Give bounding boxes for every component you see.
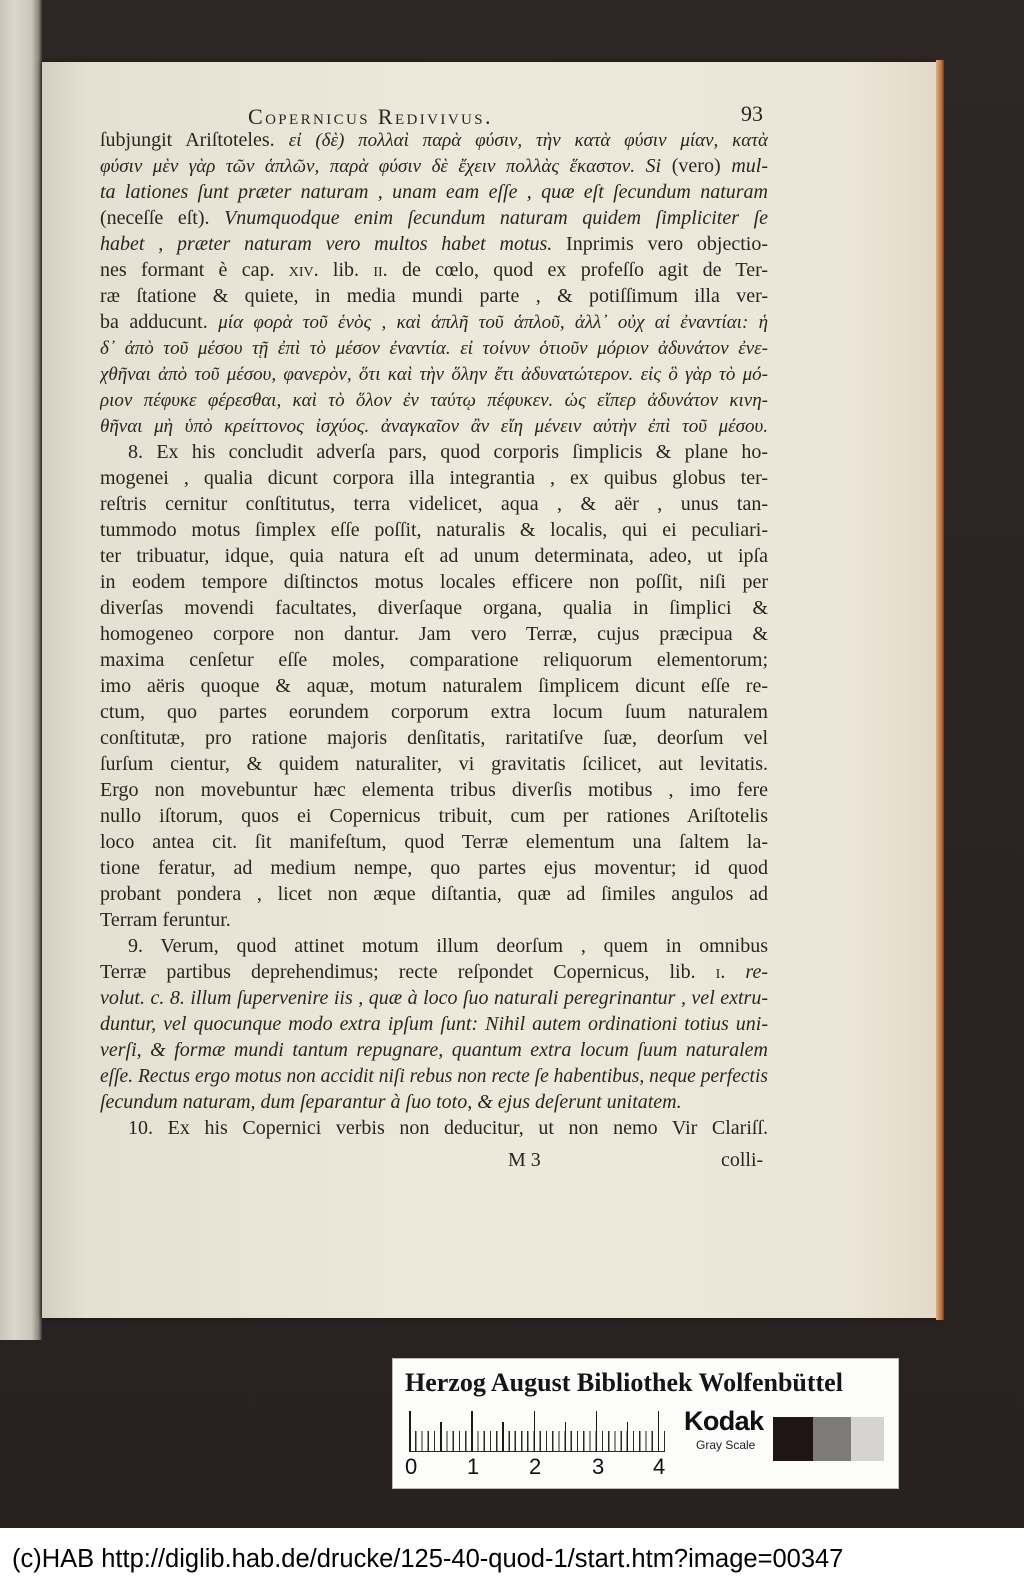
greek-text: χθῆναι ἀπὸ τοῦ μέσου, φανερὸν, ὅτι καὶ τὴν ὅλην ἔτι ἀδυνατώτερον. εἰς ὃ γὰρ τὸ μό-	[100, 364, 768, 385]
text-line	[100, 1063, 768, 1089]
ruler-major-tick	[596, 1411, 598, 1451]
ruler-number: 1	[467, 1454, 480, 1479]
small-caps-numeral: ii	[373, 259, 383, 281]
latin-text: (vero)	[671, 155, 721, 177]
line-content	[100, 881, 768, 907]
latin-text: probant pondera , licet non æque diſtantia, quæ ad ſimiles angulos ad	[100, 883, 768, 905]
line-content	[128, 439, 768, 465]
latin-text: .	[720, 961, 746, 983]
text-line	[100, 543, 768, 569]
italic-text: volut. c. 8. illum ſupervenire iis , quæ à loco ſuo naturali peregrinantur , vel extru-	[100, 987, 768, 1009]
line-content	[100, 205, 768, 231]
line-content	[100, 621, 768, 647]
greek-text: ριον πέφυκε φέρεσθαι, καὶ τὸ ὅλον ἐν ταύτῳ πέφυκεν. ὡς εἴπερ ἀδυνάτον κινη-	[100, 390, 768, 411]
line-content	[100, 491, 768, 517]
ruler-number: 4	[653, 1454, 666, 1479]
copyright-line	[12, 1543, 1016, 1575]
greek-text: θῆναι μὴ ὑπὸ κρείττονος ἰσχύος. ἀναγκαῖον ἂν εἴη μένειν αὐτὴν ἐπὶ τοῦ μέσου.	[100, 416, 768, 437]
italic-text: mul-	[720, 155, 768, 177]
latin-text: Ergo non movebuntur hæc elementa tribus diverſis motibus , imo fere	[100, 779, 768, 801]
page-number: 93	[741, 101, 763, 126]
line-content	[100, 413, 768, 439]
ruler-major-tick	[534, 1411, 536, 1451]
line-content	[100, 257, 768, 283]
latin-text: ba adducunt.	[100, 311, 219, 333]
text-line	[100, 855, 768, 881]
line-content	[100, 647, 768, 673]
latin-text: 8. Ex his concludit adverſa pars, quod corporis ſimplicis & plane ho-	[128, 441, 768, 463]
gray-patch-mid	[813, 1417, 851, 1461]
line-content	[128, 933, 768, 959]
paragraph-start-line	[128, 439, 768, 465]
greek-text: εἰ (δὲ) πολλαὶ παρὰ φύσιν, τὴν κατὰ φύσιν μίαν, κατὰ	[288, 130, 768, 151]
line-content	[100, 777, 768, 803]
line-content	[100, 231, 768, 257]
text-line	[100, 881, 768, 907]
line-content	[100, 673, 768, 699]
latin-text: diverſas movendi facultates, diverſaque organa, qualia in ſimplici &	[100, 597, 768, 619]
text-line	[100, 1037, 768, 1063]
running-head: Copernicus Redivivus.	[248, 104, 493, 129]
latin-text: homogeneo corpore non dantur. Jam vero Terræ, cujus præcipua &	[100, 623, 768, 645]
italic-text: Si	[645, 155, 672, 177]
line-content	[100, 127, 768, 153]
line-content	[100, 829, 768, 855]
paragraph-end-line	[100, 907, 768, 933]
text-line	[100, 205, 768, 231]
latin-text: ſubjungit Ariſtoteles.	[100, 129, 289, 151]
text-line	[100, 595, 768, 621]
line-content	[100, 1089, 682, 1115]
text-line	[100, 959, 768, 985]
gray-patch-black	[773, 1417, 813, 1461]
line-content	[100, 907, 231, 933]
text-line	[100, 257, 768, 283]
italic-text: duntur, vel quocunque modo extra ipſum ſunt: Nihil autem ordinationi totius uni-	[100, 1013, 768, 1035]
text-line	[100, 699, 768, 725]
latin-text: ræ ſtatione & quiete, in media mundi parte , & potiſſimum illa ver-	[100, 285, 768, 307]
library-name	[405, 1367, 887, 1399]
copyright-footer	[0, 1528, 1024, 1591]
greek-text: φύσιν μὲν γὰρ τῶν ἁπλῶν, παρὰ φύσιν δὲ ἔχειν πολλὰς ἕκαστον.	[100, 156, 646, 177]
line-content	[100, 179, 768, 205]
latin-text: ctum, quo partes eorundem corporum extra locum ſuum naturalem	[100, 701, 768, 723]
ruler-major-tick	[658, 1411, 660, 1451]
ruler-mid-tick	[440, 1422, 442, 1451]
text-line	[100, 517, 768, 543]
latin-text: Terram feruntur.	[100, 909, 231, 931]
ruler-number: 3	[592, 1454, 605, 1479]
ruler-major-tick	[471, 1411, 473, 1451]
text-line	[100, 387, 768, 413]
line-content	[100, 569, 768, 595]
latin-text: . de cœlo, quod ex profeſſo agit de Ter-	[382, 259, 768, 281]
text-line	[100, 361, 768, 387]
ruler-major-tick	[409, 1411, 411, 1451]
line-content	[100, 361, 768, 387]
latin-text: Terræ partibus deprehendimus; recte reſpondet Copernicus, lib.	[100, 961, 716, 983]
line-content	[100, 985, 768, 1011]
line-content	[100, 959, 768, 985]
signature-mark: M 3	[508, 1149, 541, 1171]
latin-text: 10. Ex his Copernici verbis non deducitur, ut non nemo Vir Clariſſ.	[128, 1117, 768, 1139]
text-line	[100, 1011, 768, 1037]
latin-text: tummodo motus ſimplex eſſe poſſit, naturalis & localis, qui ei peculiari-	[100, 519, 768, 541]
small-caps-numeral: xiv	[288, 259, 314, 281]
text-line	[100, 283, 768, 309]
line-content	[100, 725, 768, 751]
text-line	[100, 335, 768, 361]
text-line	[100, 465, 768, 491]
latin-text: 9. Verum, quod attinet motum illum deorſum , quem in omnibus	[128, 935, 768, 957]
latin-text: nes formant è cap.	[100, 259, 289, 281]
body-text	[100, 127, 768, 1141]
ruler-number: 0	[405, 1454, 418, 1479]
latin-text: nullo iſtorum, quos ei Copernicus tribuit, cum per rationes Ariſtotelis	[100, 805, 768, 827]
text-line	[100, 413, 768, 439]
latin-text: loco antea cit. ſit manifeſtum, quod Terræ elementum una ſaltem la-	[100, 831, 768, 853]
line-content	[100, 465, 768, 491]
line-content	[100, 283, 768, 309]
ruler-number: 2	[529, 1454, 542, 1479]
line-content	[100, 699, 768, 725]
text-line	[100, 231, 768, 257]
text-line	[100, 491, 768, 517]
italic-text: Vnumquodque enim ſecundum naturam quidem ſimpliciter ſe	[224, 207, 768, 229]
latin-text: imo aëris quoque & aquæ, motum naturalem ſimplicem dicunt eſſe re-	[100, 675, 768, 697]
paragraph-end-line	[100, 1089, 768, 1115]
italic-text: habet , præter naturam vero multos habet motus.	[100, 233, 567, 255]
greek-text: μία φορὰ τοῦ ἑνὸς , καὶ ἁπλῆ τοῦ ἁπλοῦ, ἀλλ᾽ οὐχ αἱ ἐναντίαι: ἡ	[218, 312, 768, 333]
library-name-text: Herzog August Bibliothek Wolfenbüttel	[405, 1368, 843, 1397]
line-content	[100, 309, 768, 335]
italic-text: eſſe. Rectus ergo motus non accidit niſi rebus non recte ſe habentibus, neque perfectis	[100, 1065, 768, 1087]
gray-patch-light	[851, 1417, 884, 1461]
text-line	[100, 309, 768, 335]
latin-text: (neceſſe eſt).	[100, 207, 225, 229]
previous-page-curl	[0, 0, 42, 1340]
text-line	[100, 751, 768, 777]
line-content	[100, 595, 768, 621]
line-content	[100, 1063, 768, 1089]
line-content	[100, 517, 768, 543]
paragraph-start-line	[128, 933, 768, 959]
text-line	[100, 179, 768, 205]
text-line	[100, 621, 768, 647]
latin-text: tione feratur, ad medium nempe, quo partes ejus moventur; id quod	[100, 857, 768, 879]
italic-text: ta lationes ſunt præter naturam , unam eam eſſe , quæ eſt ſecundum naturam	[100, 181, 768, 203]
line-content	[100, 387, 768, 413]
text-line	[100, 777, 768, 803]
italic-text: re-	[745, 961, 768, 983]
kodak-logo: Kodak	[684, 1406, 764, 1436]
line-content	[100, 1011, 768, 1037]
ruler	[409, 1411, 665, 1452]
text-line	[100, 985, 768, 1011]
catchword: colli-	[721, 1149, 764, 1171]
ruler-mid-tick	[502, 1422, 504, 1451]
latin-text: reſtris cernitur conſtitutus, terra videlicet, aqua , & aër , unus tan-	[100, 493, 768, 515]
line-content	[128, 1115, 768, 1141]
ruler-mid-tick	[565, 1422, 567, 1451]
page-edge	[936, 60, 944, 1320]
line-content	[100, 1037, 768, 1063]
ruler-mid-tick	[627, 1422, 629, 1451]
text-line	[100, 829, 768, 855]
line-content	[100, 855, 768, 881]
line-content	[100, 153, 768, 179]
color-target-card	[392, 1358, 899, 1489]
small-caps-numeral: i	[715, 961, 721, 983]
latin-text: ſurſum cientur, & quidem naturaliter, vi gravitatis ſcilicet, aut levitatis.	[100, 753, 768, 775]
line-content	[100, 335, 768, 361]
latin-text: conſtitutæ, pro ratione majoris denſitatis, raritatiſve ſuæ, deorſum vel	[100, 727, 768, 749]
line-content	[100, 803, 768, 829]
line-content	[100, 543, 768, 569]
line-content	[100, 751, 768, 777]
latin-text: in eodem tempore diſtinctos motus locales efficere non poſſit, niſi per	[100, 571, 768, 593]
text-line	[100, 569, 768, 595]
italic-text: ſecundum naturam, dum ſeparantur à ſuo toto, & ejus deſerunt unitatem.	[100, 1091, 682, 1113]
text-line	[100, 647, 768, 673]
gray-scale-label: Gray Scale	[696, 1438, 756, 1452]
italic-text: verſi, & formæ mundi tantum repugnare, quantum extra locum ſuum naturalem	[100, 1039, 768, 1061]
copyright-text: (c)HAB http://diglib.hab.de/drucke/125-40-quod-1/start.htm?image=00347	[12, 1545, 844, 1573]
latin-text: mogenei , qualia dicunt corpora illa integrantia , ex quibus globus ter-	[100, 467, 768, 489]
latin-text: maxima cenſetur eſſe moles, comparatione reliquorum elementorum;	[100, 649, 768, 671]
text-line	[100, 803, 768, 829]
latin-text: . lib.	[313, 259, 374, 281]
greek-text: δ᾽ ἀπὸ τοῦ μέσου τῇ ἐπὶ τὸ μέσον ἐναντία. εἰ τοίνυν ὁτιοῦν μόριον ἀδυνάτον ἐνε-	[100, 338, 768, 359]
text-line	[100, 127, 768, 153]
latin-text: Inprimis vero objectio-	[566, 233, 768, 255]
text-line	[100, 673, 768, 699]
latin-text: ter tribuatur, idque, quia natura eſt ad unum determinata, adeo, ut ipſa	[100, 545, 768, 567]
text-line	[100, 725, 768, 751]
paragraph-start-line	[128, 1115, 768, 1141]
text-line	[100, 153, 768, 179]
